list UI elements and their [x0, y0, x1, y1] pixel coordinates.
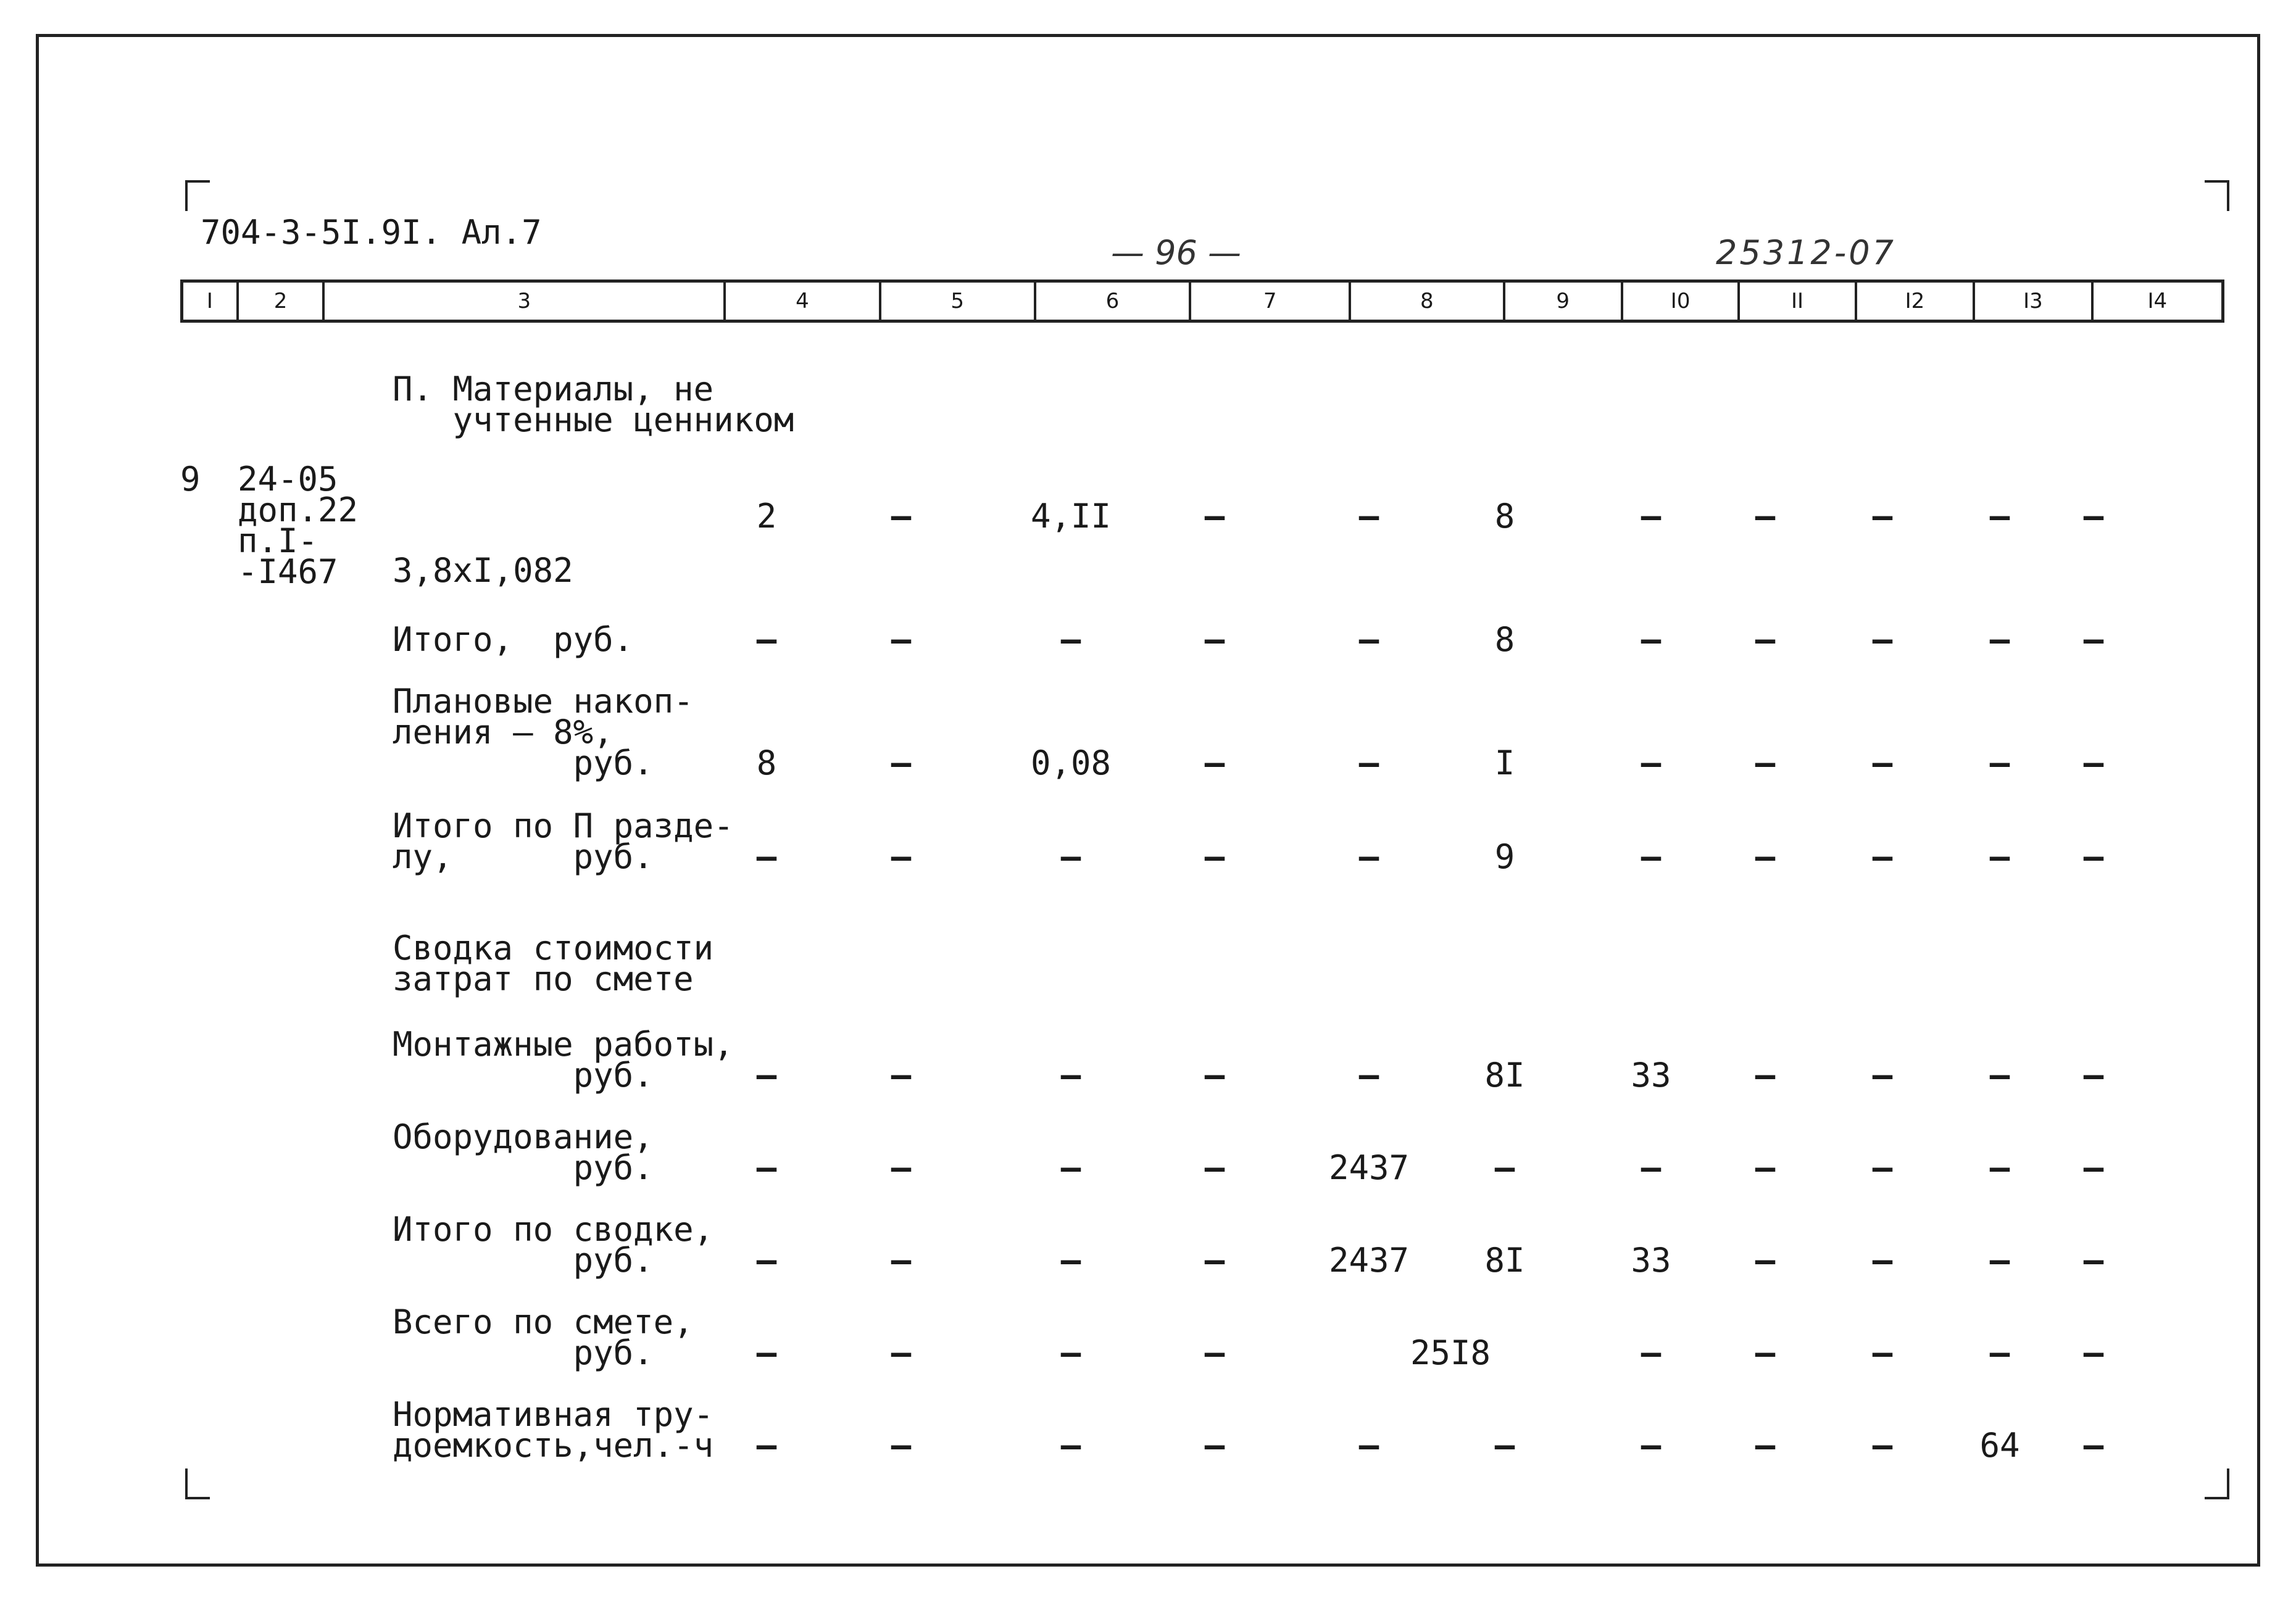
table-cell: – [1494, 1426, 1515, 1465]
table-cell: – [756, 837, 777, 876]
table-cell: – [1204, 620, 1225, 659]
table-cell: – [1060, 837, 1081, 876]
table-cell: – [1755, 1241, 1776, 1280]
table-cell: – [756, 1056, 777, 1095]
row-label: Всего по смете, руб. [393, 1303, 694, 1372]
table-cell: – [1204, 837, 1225, 876]
corner-mark-top-right [2205, 180, 2229, 211]
table-cell: – [1358, 1426, 1379, 1465]
table-cell-merged: 25I8 [1410, 1333, 1491, 1372]
table-cell: – [1204, 1148, 1225, 1187]
row-label: Сводка стоимости затрат по смете [393, 929, 714, 998]
table-cell: 8 [756, 744, 777, 782]
table-cell: – [1872, 1148, 1893, 1187]
table-cell: – [1989, 744, 2010, 782]
table-cell: – [1755, 744, 1776, 782]
table-cell: – [2083, 837, 2104, 876]
table-cell: – [1641, 1148, 1662, 1187]
table-cell: – [1358, 497, 1379, 536]
row-label: Итого по П разде- лу, руб. [393, 806, 734, 876]
table-cell: 8 [1494, 497, 1515, 536]
table-cell: – [756, 1333, 777, 1372]
table-cell: – [1358, 1056, 1379, 1095]
table-cell: – [1872, 1056, 1893, 1095]
table-cell: – [1204, 1056, 1225, 1095]
table-cell: – [891, 837, 912, 876]
table-cell: – [1989, 1333, 2010, 1372]
corner-mark-top-left [185, 180, 210, 211]
table-cell: – [756, 1148, 777, 1187]
document-code: 704-3-5I.9I. Ал.7 [201, 213, 542, 252]
table-cell: – [1060, 1426, 1081, 1465]
column-header-1: I [183, 283, 239, 320]
table-cell: 8I [1484, 1241, 1525, 1280]
column-header-12: I2 [1857, 283, 1975, 320]
table-cell: – [1060, 1241, 1081, 1280]
table-cell: – [1872, 1241, 1893, 1280]
table-cell: 2 [756, 497, 777, 536]
column-header-4: 4 [726, 283, 881, 320]
column-header-8: 8 [1351, 283, 1505, 320]
table-cell: 33 [1631, 1056, 1671, 1095]
column-header-13: I3 [1975, 283, 2093, 320]
table-cell: 2437 [1328, 1148, 1410, 1187]
table-cell: – [1358, 744, 1379, 782]
table-cell: – [1641, 620, 1662, 659]
table-cell: 8I [1484, 1056, 1525, 1095]
table-cell: – [1641, 1426, 1662, 1465]
table-cell: – [1755, 497, 1776, 536]
table-cell: – [1872, 1333, 1893, 1372]
column-header-10: I0 [1623, 283, 1740, 320]
column-header-row [180, 280, 2224, 323]
table-cell: – [1989, 837, 2010, 876]
row-label: Оборудование, руб. [393, 1117, 654, 1187]
row-label: Плановые накоп- ления – 8%, руб. [393, 682, 694, 782]
table-cell: 33 [1631, 1241, 1671, 1280]
table-cell: 9 [1494, 837, 1515, 876]
table-cell: – [1755, 837, 1776, 876]
table-cell: 4,II [1030, 497, 1112, 536]
table-cell: – [891, 497, 912, 536]
table-cell: – [1641, 837, 1662, 876]
item-formula: 3,8хI,082 [393, 551, 573, 590]
table-cell: – [1989, 1056, 2010, 1095]
table-cell: – [1060, 620, 1081, 659]
table-cell: – [2083, 1426, 2104, 1465]
table-cell: – [1204, 1333, 1225, 1372]
row-label: Нормативная тру- доемкость,чел.-ч [393, 1395, 714, 1465]
table-cell: – [891, 1333, 912, 1372]
corner-mark-bottom-left [185, 1468, 210, 1499]
table-cell: – [1494, 1148, 1515, 1187]
table-cell: – [2083, 1241, 2104, 1280]
table-cell: – [1755, 1426, 1776, 1465]
table-cell: – [1060, 1056, 1081, 1095]
table-cell: – [1060, 1148, 1081, 1187]
table-cell: – [891, 1241, 912, 1280]
page-number: — 96 — [1111, 233, 1242, 272]
table-cell: – [1872, 1426, 1893, 1465]
table-cell: – [1755, 1333, 1776, 1372]
table-cell: I [1494, 744, 1515, 782]
table-cell: – [891, 1056, 912, 1095]
table-cell: – [891, 620, 912, 659]
table-cell: – [1755, 620, 1776, 659]
row-label: Итого по сводке, руб. [393, 1210, 714, 1280]
table-cell: – [756, 1426, 777, 1465]
table-cell: – [1872, 620, 1893, 659]
table-cell: – [1641, 497, 1662, 536]
table-cell: – [756, 620, 777, 659]
table-cell: – [1989, 497, 2010, 536]
table-cell: – [1204, 497, 1225, 536]
table-cell: – [1358, 620, 1379, 659]
table-cell: 64 [1979, 1426, 2020, 1465]
table-cell: – [1641, 744, 1662, 782]
column-header-7: 7 [1191, 283, 1351, 320]
table-cell: – [1204, 1241, 1225, 1280]
table-cell: – [1872, 744, 1893, 782]
table-cell: – [1755, 1148, 1776, 1187]
table-cell: – [1358, 837, 1379, 876]
column-header-3: 3 [325, 283, 726, 320]
table-cell: – [1204, 744, 1225, 782]
table-cell: – [2083, 1333, 2104, 1372]
table-cell: – [756, 1241, 777, 1280]
table-cell: – [1872, 497, 1893, 536]
table-cell: – [1989, 620, 2010, 659]
table-cell: 8 [1494, 620, 1515, 659]
row-label: Итого, руб. [393, 620, 634, 659]
row-label: Монтажные работы, руб. [393, 1025, 734, 1095]
table-cell: – [1755, 1056, 1776, 1095]
table-cell: – [1989, 1241, 2010, 1280]
section-title: П. Материалы, не учтенные ценником [393, 370, 794, 439]
document-number: 25312-07 [1716, 233, 1896, 272]
column-header-14: I4 [2147, 289, 2168, 313]
corner-mark-bottom-right [2205, 1468, 2229, 1499]
table-cell: – [2083, 497, 2104, 536]
table-cell: – [1872, 837, 1893, 876]
table-cell: – [1989, 1148, 2010, 1187]
column-header-9: 9 [1505, 283, 1623, 320]
table-cell: – [2083, 1148, 2104, 1187]
table-cell: – [2083, 744, 2104, 782]
table-cell: – [1204, 1426, 1225, 1465]
table-cell: – [2083, 1056, 2104, 1095]
table-cell: – [1641, 1333, 1662, 1372]
column-header-2: 2 [239, 283, 325, 320]
item-code: 24-05 доп.22 п.I- -I467 [238, 460, 359, 591]
column-header-5: 5 [881, 283, 1036, 320]
table-cell: – [891, 1426, 912, 1465]
table-cell: – [891, 744, 912, 782]
table-cell: 2437 [1328, 1241, 1410, 1280]
table-cell: 0,08 [1030, 744, 1112, 782]
column-header-11: II [1740, 283, 1857, 320]
table-cell: – [891, 1148, 912, 1187]
column-header-6: 6 [1036, 283, 1191, 320]
table-cell: – [1060, 1333, 1081, 1372]
item-number: 9 [180, 460, 201, 499]
table-cell: – [2083, 620, 2104, 659]
